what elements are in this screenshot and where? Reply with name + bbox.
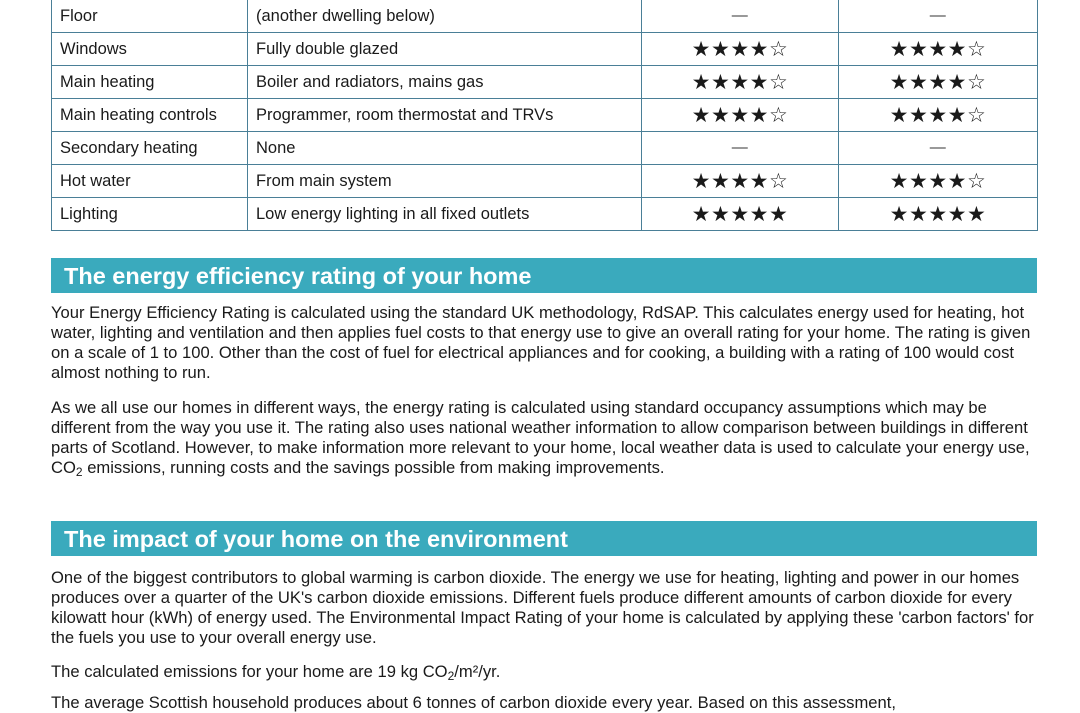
description-cell: From main system [248,165,642,198]
element-cell: Floor [52,0,248,33]
table-row [52,198,1038,231]
energy-rating-cell: ★★★★☆ [642,165,839,198]
element-cell: Windows [52,33,248,66]
element-cell: Lighting [52,198,248,231]
energy-efficiency-heading: The energy efficiency rating of your home [51,258,1037,295]
average-household-paragraph: The average Scottish household produces about 6 tonnes of carbon dioxide every year. Based on this assessment, [51,693,896,712]
description-cell: Programmer, room thermostat and TRVs [248,99,642,132]
energy-rating-paragraph: Your Energy Efficiency Rating is calculated using the standard UK methodology, RdSAP. This calculates energy used for heating, hot water, lighting and ventilation and then applies fuel costs to that energy use to give an overall rating for your home. The rating is given on a scale of 1 to 100. Other than the cost of fuel for electrical appliances and for cooking, a building with a rating of 100 would cost almost nothing to run. [51,303,1031,382]
description-cell: Low energy lighting in all fixed outlets [248,198,642,231]
table-row [52,66,1038,99]
table-row [52,165,1038,198]
description-cell: None [248,132,642,165]
environment-rating-cell: ★★★★☆ [839,165,1038,198]
co2-subscript: 2 [75,465,83,479]
environment-rating-cell: ★★★★☆ [839,33,1038,66]
occupancy-paragraph [51,398,1037,478]
table-row [52,132,1038,165]
carbon-dioxide-paragraph: One of the biggest contributors to global warming is carbon dioxide. The energy we use for heating, lighting and power in our homes produces over a quarter of the UK's carbon dioxide emissions. Different fuels produce different amounts of carbon dioxide for every kilowatt hour (kWh) of energy used. The Environmental Impact Rating of your home is calculated by applying these 'carbon factors' for the fuels you use to your overall energy use. [51,568,1034,647]
energy-rating-cell: ★★★★☆ [642,33,839,66]
occupancy-text: As we all use our homes in different ways, the energy rating is calculated using standard occupancy assumptions which may be different from the way you use it. The rating also uses national weather information to allow comparison between buildings in different parts of Scotland. However, to make information more relevant to your home, local weather data is used to calculate your energy use, CO [51,398,1030,477]
energy-rating-cell: ★★★★☆ [642,66,839,99]
features-table [51,0,1038,231]
description-cell: Fully double glazed [248,33,642,66]
element-cell: Secondary heating [52,132,248,165]
environment-rating-cell: — [839,132,1038,165]
emissions-unit: /m²/yr. [454,662,501,681]
environment-rating-cell: ★★★★★ [839,198,1038,231]
energy-rating-cell: ★★★★★ [642,198,839,231]
environment-impact-heading: The impact of your home on the environment [51,521,1037,558]
description-cell: (another dwelling below) [248,0,642,33]
element-cell: Main heating controls [52,99,248,132]
occupancy-text-end: emissions, running costs and the savings possible from making improvements. [82,458,665,477]
table-row [52,33,1038,66]
table-row [52,99,1038,132]
description-cell: Boiler and radiators, mains gas [248,66,642,99]
element-cell: Main heating [52,66,248,99]
element-cell: Hot water [52,165,248,198]
epc-page [51,0,1037,712]
environment-rating-cell: ★★★★☆ [839,66,1038,99]
energy-rating-cell: — [642,0,839,33]
environment-rating-cell: ★★★★☆ [839,99,1038,132]
environment-rating-cell: — [839,0,1038,33]
table-row [52,0,1038,33]
emissions-text: The calculated emissions for your home are 19 kg CO [51,662,448,681]
energy-rating-cell: ★★★★☆ [642,99,839,132]
co2-subscript: 2 [447,669,455,683]
energy-rating-cell: — [642,132,839,165]
emissions-paragraph [51,662,1037,682]
